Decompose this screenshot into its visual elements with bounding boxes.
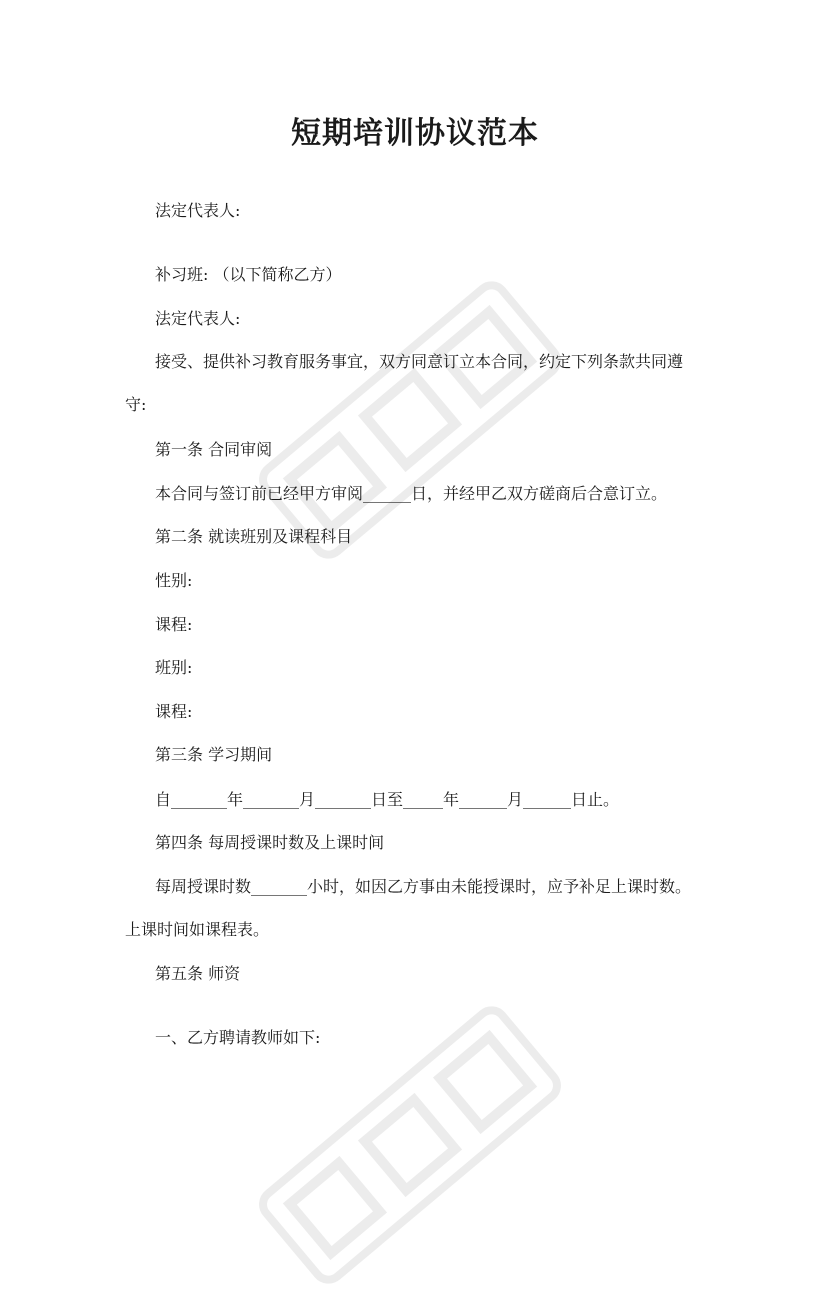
article-1-heading: 第一条 合同审阅 bbox=[155, 440, 273, 459]
legal-representative-line-2: 法定代表人: bbox=[155, 309, 241, 328]
legal-representative-line: 法定代表人: bbox=[155, 201, 241, 220]
class-field: 班别: bbox=[155, 658, 193, 677]
article-5-item-1: 一、乙方聘请教师如下: bbox=[155, 1028, 321, 1047]
document-title: 短期培训协议范本 bbox=[291, 116, 539, 151]
gender-field: 性别: bbox=[155, 571, 193, 590]
preamble-line: 接受、提供补习教育服务事宜，双方同意订立本合同，约定下列条款共同遵 bbox=[155, 352, 684, 371]
tutoring-class-line: 补习班: （以下简称乙方） bbox=[155, 265, 342, 284]
article-4-body: 每周授课时数_______小时，如因乙方事由未能授课时，应予补足上课时数。 bbox=[155, 877, 692, 896]
preamble-line-continued: 守: bbox=[125, 395, 147, 414]
article-4-body-continued: 上课时间如课程表。 bbox=[125, 920, 270, 939]
article-4-heading: 第四条 每周授课时数及上课时间 bbox=[155, 833, 385, 852]
article-1-body: 本合同与签订前已经甲方审阅______日，并经甲乙双方磋商后合意订立。 bbox=[155, 484, 668, 503]
article-5-heading: 第五条 师资 bbox=[155, 964, 241, 983]
course-field-2: 课程: bbox=[155, 702, 193, 721]
course-field: 课程: bbox=[155, 615, 193, 634]
article-2-heading: 第二条 就读班别及课程科目 bbox=[155, 527, 353, 546]
article-3-heading: 第三条 学习期间 bbox=[155, 745, 273, 764]
article-3-body: 自_______年_______月_______日至_____年______月______日止。 bbox=[155, 790, 620, 809]
